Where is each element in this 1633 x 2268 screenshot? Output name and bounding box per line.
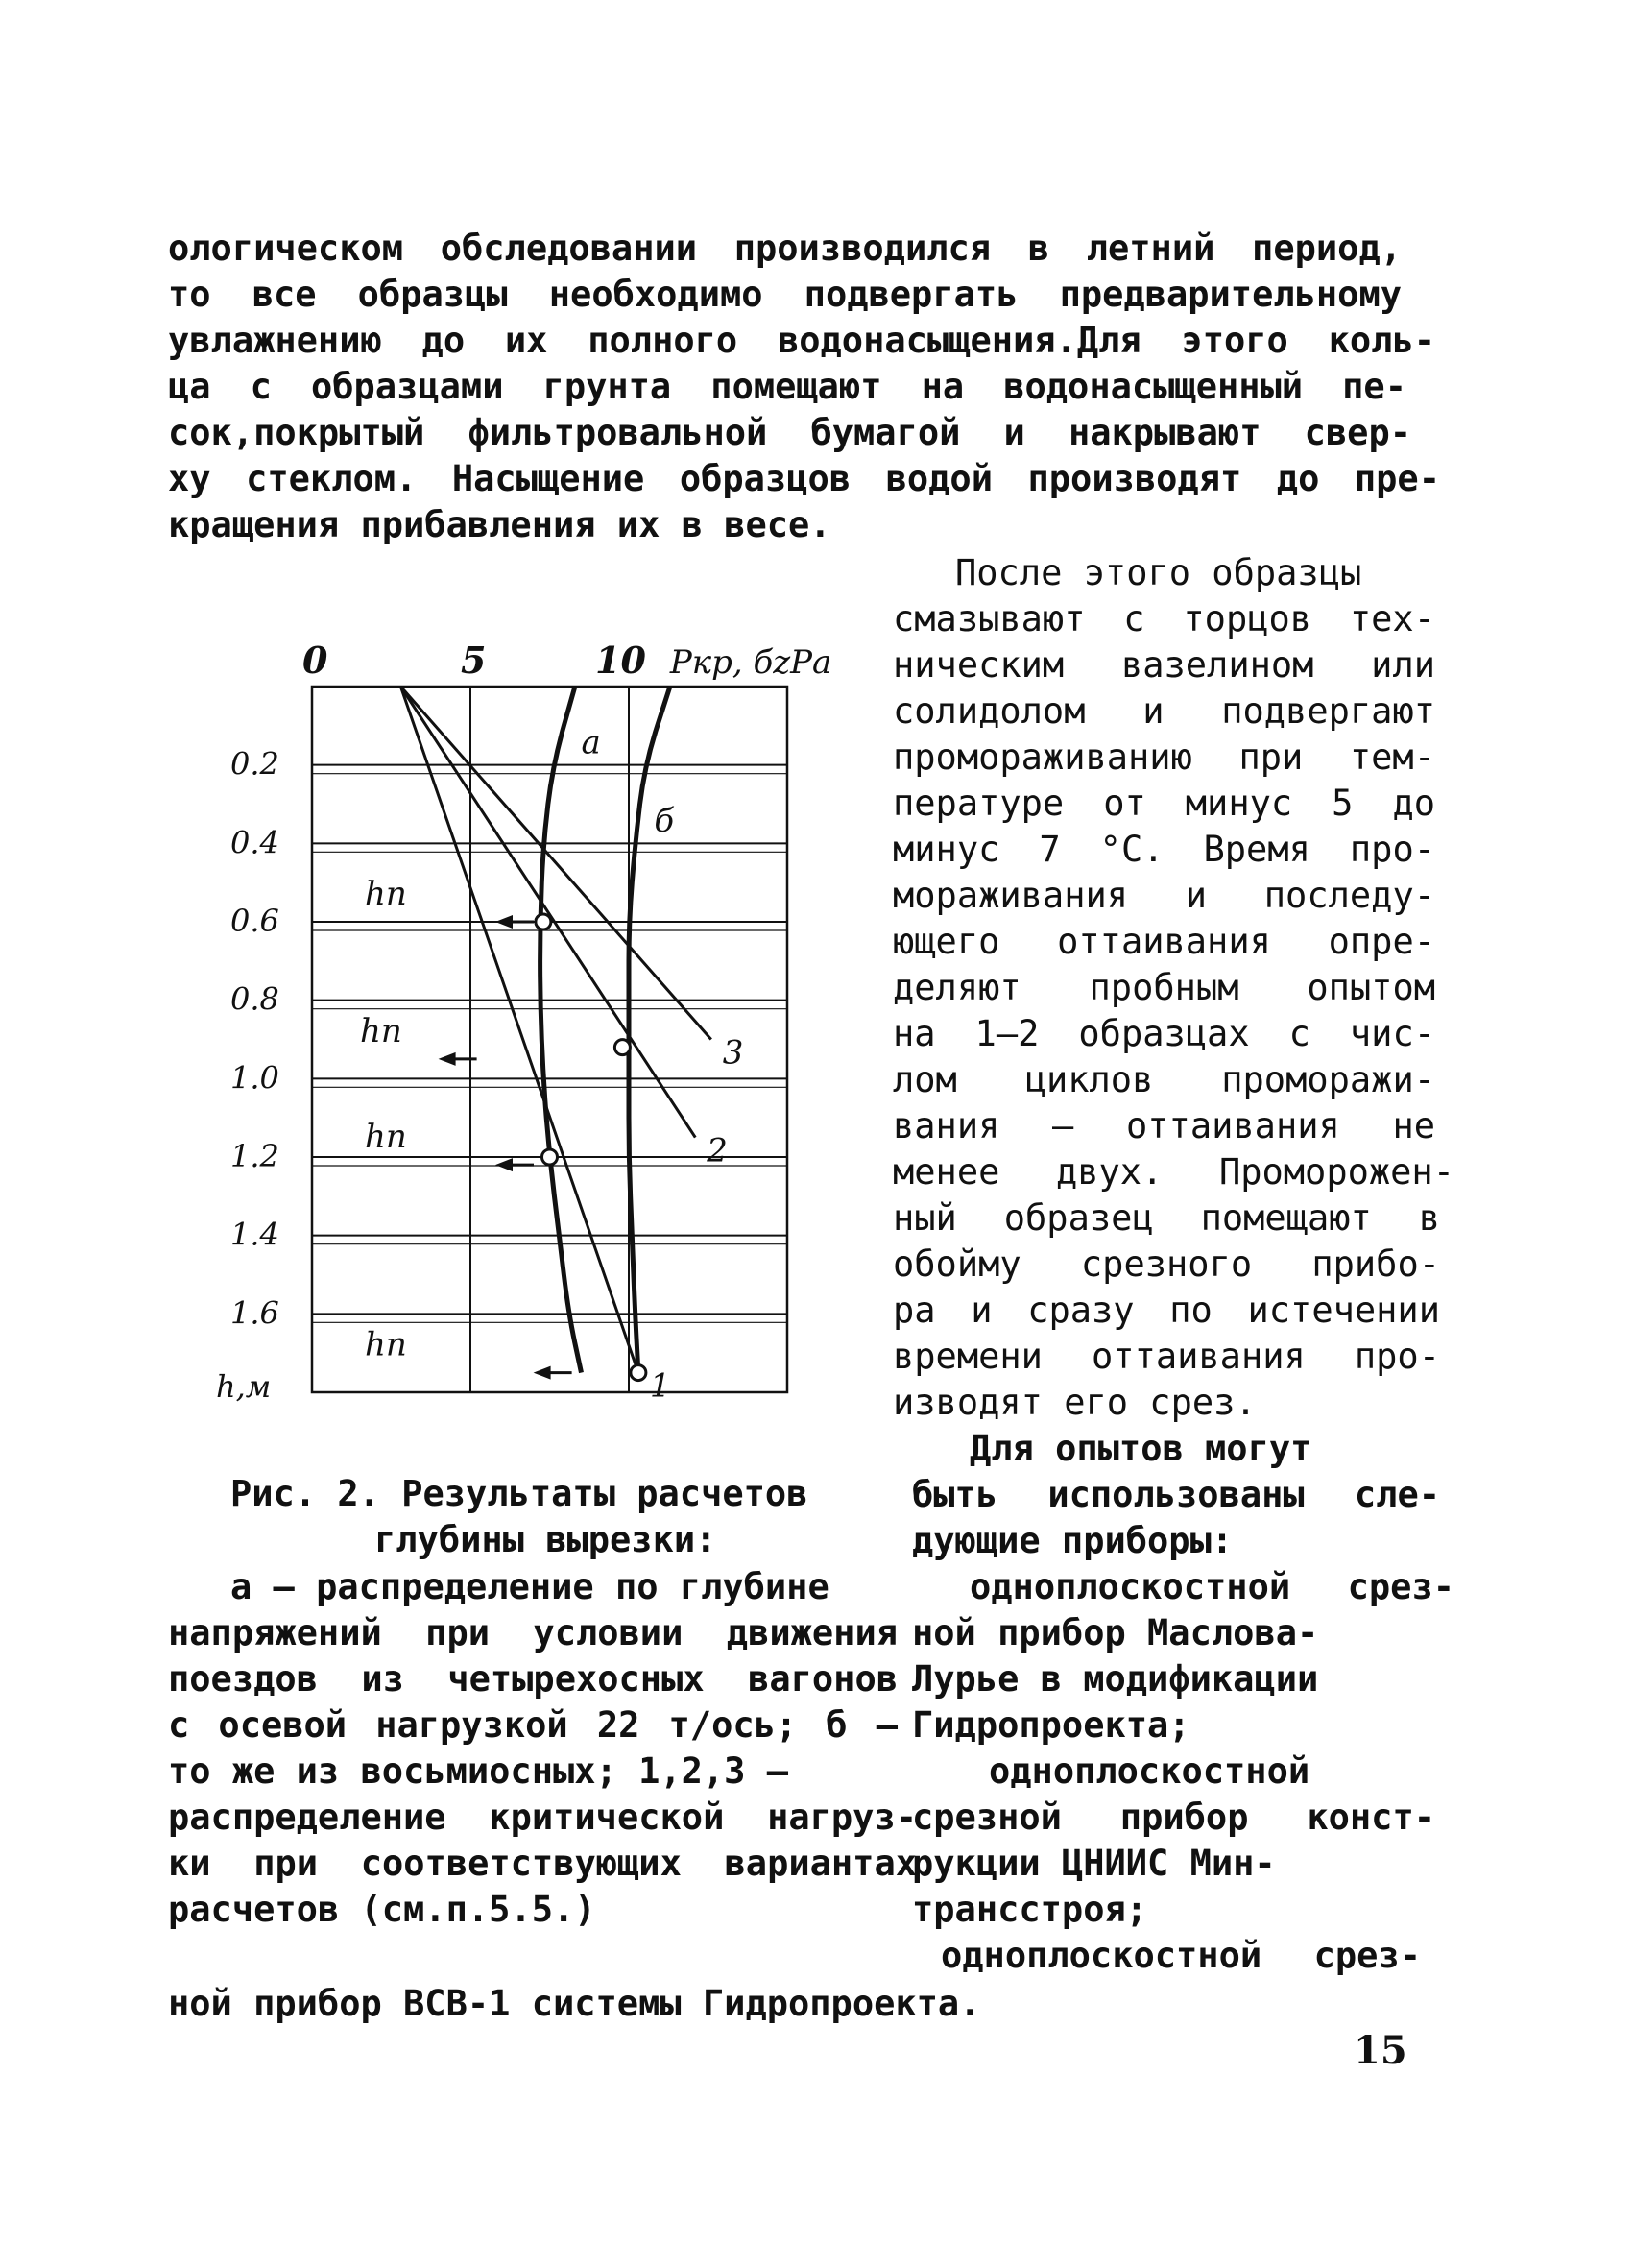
text-line: ху стеклом. Насыщение образцов водой производят до пре- xyxy=(168,458,1440,499)
text-line: ническим вазелином или xyxy=(893,644,1435,686)
text-line: мораживания и последу- xyxy=(893,875,1435,916)
chart-svg xyxy=(206,643,859,1431)
caption-line: напряжений при условии движения xyxy=(168,1612,898,1653)
text-line: ный образец помещают в xyxy=(893,1197,1440,1239)
text-line: кращения прибавления их в весе. xyxy=(168,504,831,545)
depth-annotation-label: hп xyxy=(365,1118,407,1157)
caption-title: Рис. 2. Результаты расчетов xyxy=(230,1473,808,1514)
text-line: одноплоскостной срез- xyxy=(970,1566,1454,1607)
y-tick-label: 0.2 xyxy=(230,745,279,783)
text-line: промораживанию при тем- xyxy=(893,736,1435,778)
series-label-2: 2 xyxy=(707,1131,728,1170)
depth-annotation-label: hп xyxy=(365,875,407,913)
text-line: ца с образцами грунта помещают на водонасыщенный пе- xyxy=(168,366,1406,407)
text-line: Для опытов могут xyxy=(970,1428,1312,1469)
depth-annotation-label: hп xyxy=(365,1325,407,1364)
text-line: Гидропроекта; xyxy=(912,1704,1190,1746)
text-line: Лурье в модификации xyxy=(912,1658,1319,1700)
caption-line: с осевой нагрузкой 22 т/ось; б – xyxy=(168,1704,898,1746)
series-line-3 xyxy=(400,687,710,1040)
series-label-3: 3 xyxy=(722,1033,744,1073)
text-line: сок,покрытый фильтровальной бумагой и накрывают свер- xyxy=(168,412,1411,453)
y-tick-label: 1.2 xyxy=(230,1138,279,1174)
text-line: смазывают с торцов тех- xyxy=(893,598,1435,639)
caption-line: а – распределение по глубине xyxy=(230,1566,829,1607)
y-tick-label: 0.8 xyxy=(230,980,279,1018)
y-axis-label: h,м xyxy=(216,1368,272,1405)
text-line: рукции ЦНИИС Мин- xyxy=(912,1843,1276,1884)
text-line: времени оттаивания про- xyxy=(893,1336,1440,1377)
text-line: обойму срезного прибо- xyxy=(893,1243,1440,1285)
text-line: солидолом и подвергают xyxy=(893,690,1435,732)
y-tick-label: 0.6 xyxy=(230,903,279,939)
text-line: дующие приборы: xyxy=(912,1520,1234,1561)
text-line: деляют пробным опытом xyxy=(893,967,1435,1008)
text-line: ра и сразу по истечении xyxy=(893,1290,1440,1331)
text-line: ологическом обследовании производился в летний период, xyxy=(168,228,1402,269)
depth-annotation-label: hп xyxy=(360,1011,402,1050)
text-line: минус 7 °С. Время про- xyxy=(893,829,1435,870)
caption-line: поездов из четырехосных вагонов xyxy=(168,1658,898,1700)
caption-title: глубины вырезки: xyxy=(374,1519,717,1560)
depth-arrow-head xyxy=(534,1366,551,1380)
intersection-marker xyxy=(614,1040,630,1055)
text-line: изводят его срез. xyxy=(893,1382,1257,1423)
depth-arrow-head xyxy=(439,1052,456,1066)
page-number: 15 xyxy=(1354,2028,1407,2073)
bottom-text-line: ной прибор ВСВ-1 системы Гидропроекта. xyxy=(168,1983,981,2024)
text-line: одноплоскостной xyxy=(989,1750,1310,1792)
depth-arrow-head xyxy=(495,1158,513,1171)
series-label-б: б xyxy=(654,802,675,841)
y-tick-label: 1.6 xyxy=(230,1294,279,1332)
series-label-а: а xyxy=(581,723,601,762)
caption-line: распределение критической нагруз- xyxy=(168,1797,917,1838)
y-tick-label: 1.4 xyxy=(230,1216,279,1253)
text-line: на 1–2 образцах с чис- xyxy=(893,1013,1435,1054)
text-line: После этого образцы xyxy=(955,552,1362,593)
text-line: вания – оттаивания не xyxy=(893,1105,1435,1146)
text-line: одноплоскостной срез- xyxy=(941,1935,1421,1976)
chart-labels xyxy=(216,643,831,1406)
series-line-б xyxy=(629,687,670,1373)
text-line: лом циклов проморажи- xyxy=(893,1059,1435,1100)
caption-line: ки при соответствующих вариантах xyxy=(168,1843,917,1884)
chart-series xyxy=(400,687,710,1381)
x-axis-label: Ркр, бzРа xyxy=(669,643,832,682)
text-line: ющего оттаивания опре- xyxy=(893,921,1435,962)
intersection-marker xyxy=(542,1149,558,1165)
text-line: срезной прибор конст- xyxy=(912,1797,1435,1838)
x-tick-label: 10 xyxy=(595,643,646,682)
x-tick-label: 5 xyxy=(461,643,487,682)
series-label-1: 1 xyxy=(649,1366,671,1406)
series-line-а xyxy=(540,687,582,1373)
caption-line: то же из восьмиосных; 1,2,3 – xyxy=(168,1750,789,1792)
y-tick-label: 1.0 xyxy=(230,1059,279,1097)
intersection-marker xyxy=(536,914,551,929)
text-line: пературе от минус 5 до xyxy=(893,783,1435,824)
text-line: то все образцы необходимо подвергать предварительному xyxy=(168,274,1402,315)
series-line-1 xyxy=(400,687,638,1373)
text-line: ной прибор Маслова- xyxy=(912,1612,1319,1653)
intersection-marker xyxy=(631,1365,646,1381)
depth-chart xyxy=(206,643,859,1431)
text-line: быть использованы сле- xyxy=(912,1474,1440,1515)
text-line: менее двух. Проморожен- xyxy=(893,1151,1454,1193)
caption-line: расчетов (см.п.5.5.) xyxy=(168,1889,596,1930)
x-tick-label: 0 xyxy=(302,643,328,682)
depth-arrow-head xyxy=(495,915,513,929)
text-line: трансстроя; xyxy=(912,1889,1148,1930)
y-tick-label: 0.4 xyxy=(230,824,279,861)
text-line: увлажнению до их полного водонасыщения.Для этого коль- xyxy=(168,320,1435,361)
